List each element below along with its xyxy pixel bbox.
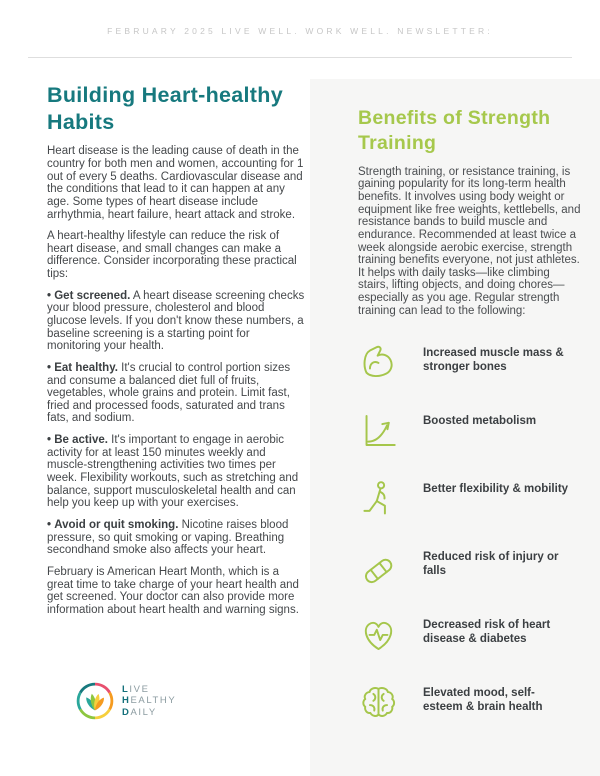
- benefit-label: Better flexibility & mobility: [423, 483, 569, 496]
- heart-article-title: Building Heart-healthy Habits: [47, 83, 283, 134]
- benefit-item-flexibility: [358, 478, 572, 519]
- benefit-item-muscle: [358, 342, 572, 383]
- tip-text: It's important to engage in aerobic activity for at least 150 minutes weekly and muscle-strengthening activities two times per week. Flexibility workouts, such as stretching and balance, support musculoskeletal health and can help you keep up with your exercises.: [47, 434, 299, 510]
- bicep-icon: [358, 342, 399, 383]
- tip-eat-healthy: [47, 362, 305, 425]
- heart-pulse-icon: [358, 614, 399, 655]
- newsletter-kicker: FEBRUARY 2025 LIVE WELL. WORK WELL. NEWSLETTER:: [107, 26, 493, 36]
- tip-label: Be active.: [54, 434, 108, 447]
- benefit-item-metabolism: [358, 410, 572, 451]
- benefit-item-injury: [358, 546, 572, 587]
- heart-article-closing: February is American Heart Month, which is a great time to take charge of your heart health and get screened. Your doctor can also provide more information about heart health and warning signs.: [47, 565, 299, 616]
- header-divider: [28, 57, 572, 58]
- wordmark-line: DAILY: [122, 706, 157, 718]
- wordmark-line: LIVE: [122, 683, 150, 695]
- logo-leaves: [84, 693, 106, 711]
- benefit-label: Boosted metabolism: [423, 415, 537, 428]
- strength-panel-intro: Strength training, or resistance training, is gaining popularity for its long-term health benefits. It involves using body weight or equipment like free weights, kettlebells, and resistance bands to build muscle and endurance. Recommended at least twice a week alongside aerobic exercise, strength training benefits everyone, not just athletes. It helps with daily tasks—like climbing stairs, lifting objects, and doing chores—especially as you age. Regular strength training can lead to the following:: [358, 165, 581, 317]
- bandage-icon: [358, 546, 399, 587]
- benefit-label: Elevated mood, self-esteem & brain health: [423, 687, 543, 714]
- live-healthy-daily-logo: [75, 681, 300, 721]
- benefit-label: Reduced risk of injury or falls: [423, 551, 559, 578]
- benefit-label: Increased muscle mass & stronger bones: [423, 347, 564, 374]
- tip-text: It's crucial to control portion sizes and consume a balanced diet full of fruits, vegetables, whole grains and protein. Limit fast, fried and processed foods, saturated and trans fats, and sodium.: [47, 361, 291, 425]
- heart-article-paragraph: Heart disease is the leading cause of death in the country for both men and women, accounting for 1 out of every 5 deaths. Cardiovascular disease and the conditions that lead to it can happen at any age. Some types of heart disease include arrhythmia, heart failure, heart attack and stroke.: [47, 145, 304, 221]
- benefit-item-heart: [358, 614, 572, 655]
- strength-panel-title: Benefits of Strength Training: [358, 107, 551, 155]
- tip-get-screened: [47, 290, 305, 353]
- tip-label: Eat healthy.: [54, 361, 118, 374]
- heart-article: [47, 82, 305, 625]
- tip-be-active: [47, 434, 305, 510]
- live-healthy-daily-logo-icon: [75, 681, 115, 721]
- stretching-person-icon: [358, 478, 399, 519]
- metabolism-chart-icon: [358, 410, 399, 451]
- heart-article-paragraph: A heart-healthy lifestyle can reduce the risk of heart disease, and small changes can make a difference. Consider incorporating these practical tips:: [47, 230, 297, 281]
- live-healthy-daily-wordmark: [122, 684, 176, 719]
- strength-training-panel: [310, 79, 600, 776]
- benefit-label: Decreased risk of heart disease & diabetes: [423, 619, 551, 646]
- tip-label: Get screened.: [54, 289, 131, 302]
- brain-icon: [358, 682, 399, 723]
- tip-text: A heart disease screening checks your blood pressure, cholesterol and blood glucose levels. If you don't know these numbers, a baseline screening is a starting point for monitoring your health.: [47, 289, 305, 353]
- tip-text: Nicotine raises blood pressure, so quit smoking or vaping. Breathing secondhand smoke also affects your heart.: [47, 518, 289, 557]
- wordmark-line: HEALTHY: [122, 695, 177, 707]
- benefit-item-mood: [358, 682, 572, 723]
- tip-label: Avoid or quit smoking.: [54, 518, 179, 531]
- benefit-list: [358, 342, 572, 723]
- tip-avoid-smoking: [47, 519, 305, 557]
